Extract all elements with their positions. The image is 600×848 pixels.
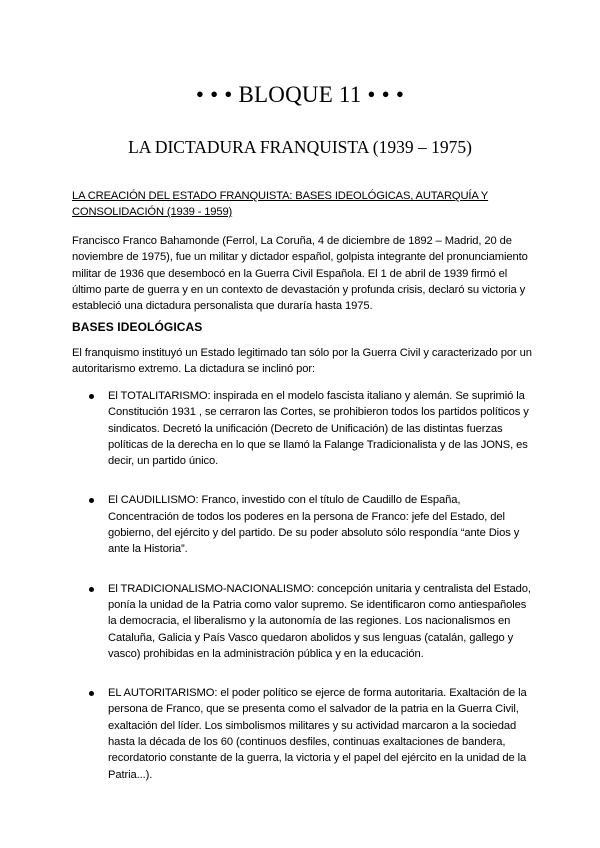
list-item-text: El CAUDILLISMO: Franco, investido con el título de Caudillo de España, Concentración de todos los poderes en la persona de Franco: jefe del Estado, del gobierno, del ejército y del partido. De su poder absoluto sólo respondía “ante Dios y ante la Historia”.	[108, 494, 520, 556]
list-item-text: El TRADICIONALISMO-NACIONALISMO: concepción unitaria y centralista del Estado, ponía la unidad de la Patria como valor supremo. Se identificaron como antiespañoles la democracia, el liberalismo y la autonomía de las regiones. Los nacionalismos en Cataluña, Galicia y País Vasco quedaron abolidos y sus lenguas (catalán, gallego y vasco) prohibidas en la administración pública y en la educación.	[108, 582, 531, 660]
bullet-dot-icon	[89, 587, 94, 592]
list-item-text: EL AUTORITARISMO: el poder político se ejerce de forma autoritaria. Exaltación de la persona de Franco, que se presenta como el salvador de la patria en la Guerra Civil, exaltación del líder. Los simbolismos militares y su actividad marcaron a la sociedad hasta la década de los 60 (continuos desfiles, continuas exaltaciones de bandera, recordatorio constante de la guerra, la victoria y el papel del ejército en la unidad de la Patria...).	[108, 687, 527, 781]
list-item-text: El TOTALITARISMO: inspirada en el modelo fascista italiano y alemán. Se suprimió la Constitución 1931 , se cerraron las Cortes, se prohibieron todos los partidos políticos y sindicatos. Decretó la unificación (Decreto de Unificación) de las distintas fuerzas políticas de la derecha en lo que se llamó la Falange Tradicionalista y de las JONS, es decir, un partido único.	[108, 390, 529, 468]
list-item	[0, 492, 600, 557]
bullet-dot-icon	[89, 691, 94, 696]
lead-paragraph: El franquismo instituyó un Estado legitimado tan sólo por la Guerra Civil y caracterizado por un autoritarismo extremo. La dictadura se inclinó por:	[72, 347, 532, 376]
list-item	[0, 581, 600, 662]
subheading-bases-ideologicas: BASES IDEOLÓGICAS	[72, 320, 203, 334]
list-item	[0, 388, 600, 469]
document-title: LA DICTADURA FRANQUISTA (1939 – 1975)	[128, 137, 472, 157]
bullet-dot-icon	[89, 498, 94, 503]
bullet-dot-icon	[89, 394, 94, 399]
block-title: • • • BLOQUE 11 • • •	[195, 82, 405, 107]
list-item	[0, 685, 600, 783]
bullet-list	[0, 388, 600, 806]
intro-paragraph: Francisco Franco Bahamonde (Ferrol, La Coruña, 4 de diciembre de 1892 – Madrid, 20 de noviembre de 1975), fue un militar y dictador español, golpista integrante del pronunciamiento militar de 1936 que desembocó en la Guerra Civil Española. El 1 de abril de 1939 firmó el último parte de guerra y en un contexto de devastación y profunda crisis, declaró su victoria y estableció una dictadura personalista que duraría hasta 1975.	[72, 235, 528, 313]
section-heading: LA CREACIÓN DEL ESTADO FRANQUISTA: BASES IDEOLÓGICAS, AUTARQUÍA Y CONSOLIDACIÓN (1939 - 1959)	[72, 190, 489, 218]
